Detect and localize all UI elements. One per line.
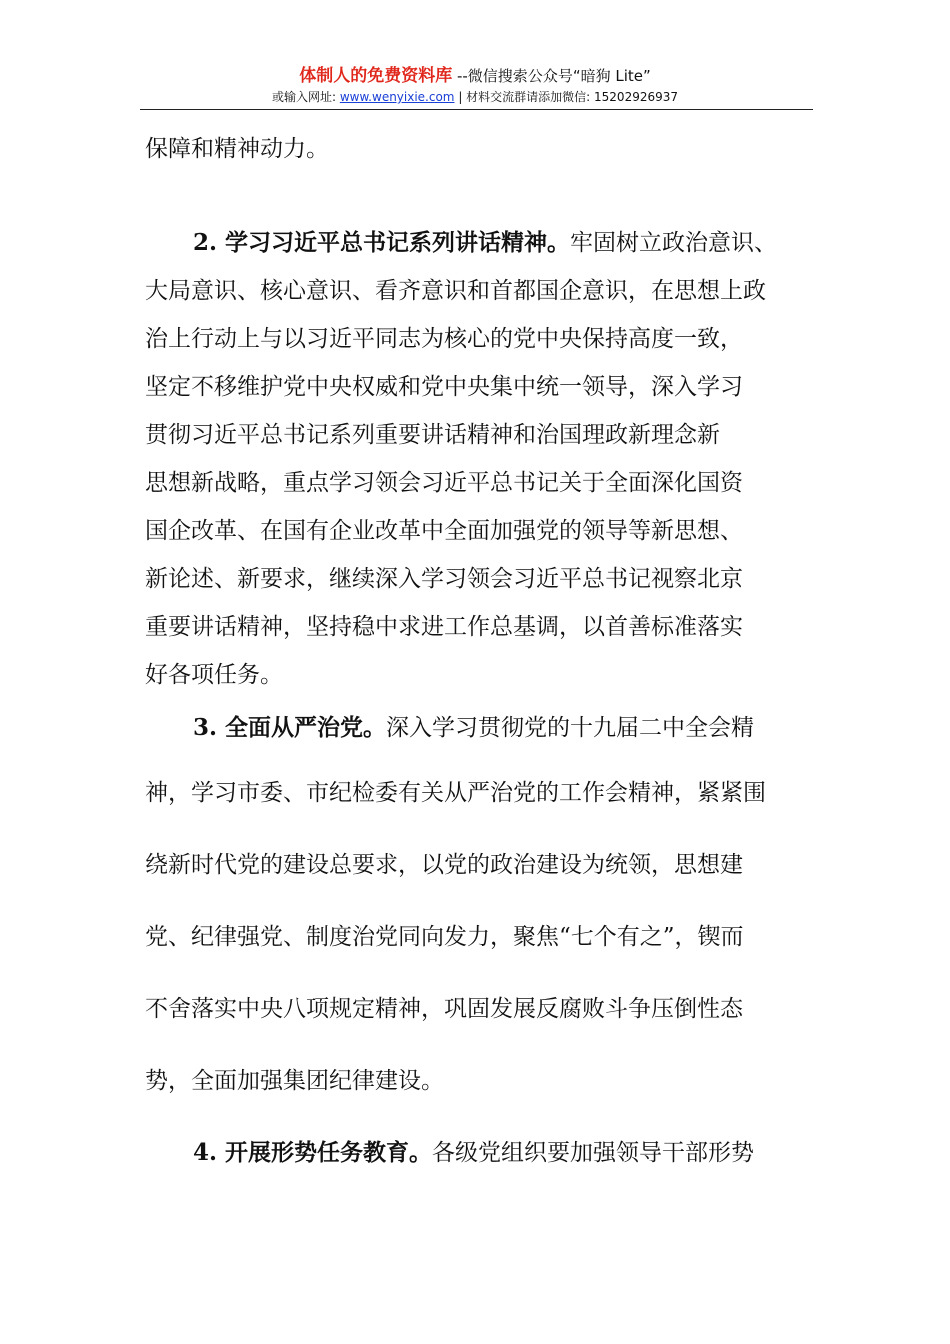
header-website-link[interactable]: www.wenyixie.com <box>339 90 455 104</box>
document-body <box>145 125 815 1189</box>
text-line: 各级党组织要加强领导干部形势 <box>432 1140 755 1166</box>
text-line: 党、纪律强党、制度治党同向发力，聚焦“七个有之”，锲而 <box>145 924 744 950</box>
text-line: 大局意识、核心意识、看齐意识和首都国企意识，在思想上政 <box>145 278 766 304</box>
text-line: 神，学习市委、市纪检委有关从严治党的工作会精神，紧紧围 <box>145 780 766 806</box>
section-heading-4: 4. 开展形势任务教育。 <box>193 1139 433 1166</box>
header-divider <box>140 109 813 110</box>
paragraph-3 <box>145 699 815 1117</box>
paragraph-gap <box>145 173 815 219</box>
page-header <box>0 66 950 106</box>
paragraph-continuation <box>145 125 815 173</box>
text-line: 好各项任务。 <box>145 662 283 688</box>
text-line: 保障和精神动力。 <box>145 136 329 162</box>
paragraph-first-line <box>145 219 815 267</box>
text-line: 重要讲话精神，坚持稳中求进工作总基调，以首善标准落实 <box>145 614 743 640</box>
section-heading-2: 2. 学习习近平总书记系列讲话精神。 <box>193 229 571 256</box>
header-contact-line <box>0 88 950 106</box>
text-line: 治上行动上与以习近平同志为核心的党中央保持高度一致， <box>145 326 743 352</box>
paragraph-first-line <box>145 699 815 757</box>
paragraph-4 <box>145 1117 815 1189</box>
text-line: 坚定不移维护党中央权威和党中央集中统一领导，深入学习 <box>145 374 743 400</box>
text-line: 深入学习贯彻党的十九届二中全会精 <box>386 715 755 741</box>
section-heading-3: 3. 全面从严治党。 <box>193 714 387 741</box>
text-line: 思想新战略，重点学习领会习近平总书记关于全面深化国资 <box>145 470 743 496</box>
paragraph-first-line <box>145 1117 815 1189</box>
header-wechat-note: --微信搜索公众号“暗狗 Lite” <box>452 67 651 85</box>
header-red-title: 体制人的免费资料库 <box>299 66 453 86</box>
text-line: 国企改革、在国有企业改革中全面加强党的领导等新思想、 <box>145 518 743 544</box>
header-title-line <box>0 66 950 86</box>
text-line: 新论述、新要求，继续深入学习领会习近平总书记视察北京 <box>145 566 743 592</box>
paragraph-2 <box>145 219 815 699</box>
text-line: 不舍落实中央八项规定精神，巩固发展反腐败斗争压倒性态 <box>145 996 743 1022</box>
text-line: 绕新时代党的建设总要求，以党的政治建设为统领，思想建 <box>145 852 743 878</box>
header-wechat-contact: | 材料交流群请添加微信: 15202926937 <box>454 90 679 104</box>
text-line: 势，全面加强集团纪律建设。 <box>145 1068 444 1094</box>
text-line: 贯彻习近平总书记系列重要讲话精神和治国理政新理念新 <box>145 422 720 448</box>
text-line: 牢固树立政治意识、 <box>570 230 778 256</box>
header-url-label: 或输入网址: <box>271 90 340 104</box>
